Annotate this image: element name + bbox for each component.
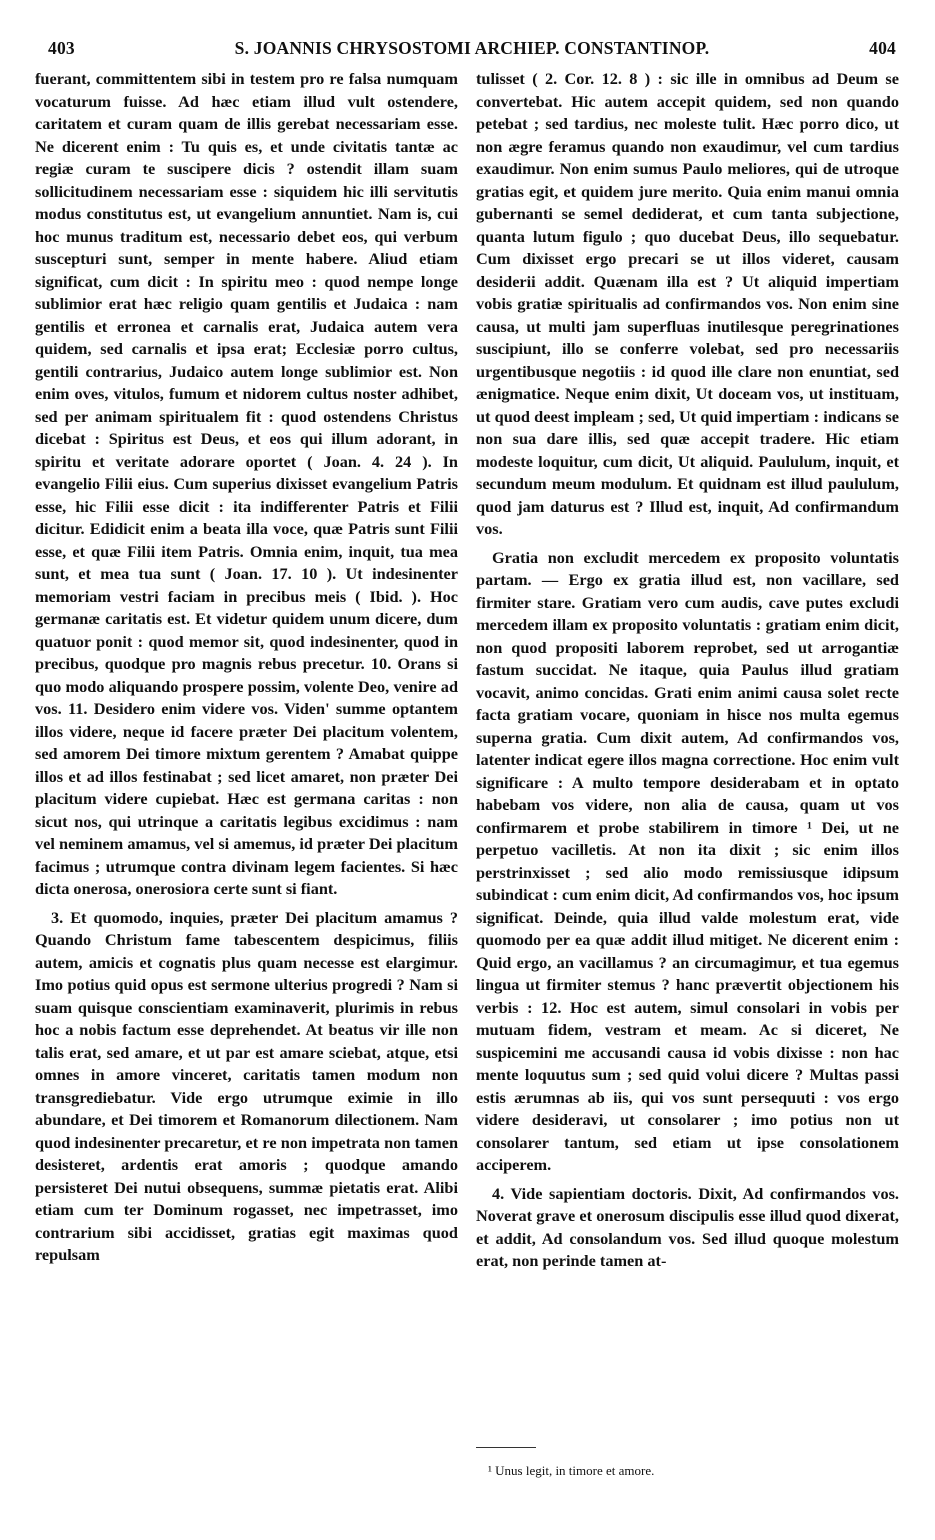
running-title: S. JOANNIS CHRYSOSTOMI ARCHIEP. CONSTANTINOP. [234, 38, 710, 58]
paragraph: fuerant, committentem sibi in testem pro re falsa numquam vocaturum fuisse. Ad hæc etiam illud vult ostendere, caritatem et curam quam de illis gerebat necessariam esse. Ne dicerent enim : Tu quis es, et unde civitatis tantæ ac regiæ curam te suscipere dicis ? ostendit illam suam sollicitudinem necessariam esse : siquidem hic illi servitutis modus constitutus est, ut evangelium annuntiet. Nam is, cui hoc munus traditum est, necessario debet eos, qui verbum suscepturi sunt, semper in mente habere. Aliud etiam significat, cum dicit : In spiritu meo : quod nempe longe sublimior erat hæc religio quam gentilis et Judaica : nam gentilis et erronea et carnalis erat, Judaica autem vera quidem, sed carnalis et ipsa erat; Ecclesiæ porro cultus, gentili contrarius, Judaico autem longe sublimior est. Non enim oves, vitulos, fumum et nidorem cultus noster adhibet, sed per animam spiritualem fit : quod ostendens Christus dicebat : Spiritus est Deus, et eos qui illum adorant, in spiritu et veritate adorare oportet ( Joan. 4. 24 ). In evangelio Filii eius. Cum superius dixisset evangelium Patris esse, hic Filii esse dicit : ita indifferenter Patris et Filii dicitur. Edidicit enim a beata illa voce, quæ Patris sunt Filii esse, et quæ Filii item Patris. Omnia enim, inquit, tua mea sunt, et mea tua sunt ( Joan. 17. 10 ). Ut indesinenter memoriam vestri faciam in precibus meis ( Ibid. ). Hoc germanæ caritatis est. Et videtur quidem unum dicere, dum quatuor ponit : quod memor sit, quod indesinenter, quod in precibus, quodque pro magnis rebus precetur. 10. Orans si quo modo aliquando prospere possim, volente Deo, venire ad vos. 11. Desidero enim videre vos. Viden' summe optantem illos videre, neque id facere præter Dei placitum volentem, sed amorem Dei timore mixtum gerentem ? Amabat quippe illos et ad illos festinabat ; sed licet amaret, non præter Dei placitum videre cupiebat. Hæc est germana caritas : non sicut nos, qui utrinque a caritatis legibus excidimus : nam vel neminem amamus, vel si amemus, id præter Dei placitum facimus ; utrumque contra divinam legem facientes. Si hæc dicta onerosa, onerosiora certe sunt si fiant. [35, 69, 458, 898]
page-number-left: 403 [48, 38, 75, 58]
footnote: ¹ Unus legit, in timore et amore. [488, 1463, 655, 1478]
footnote-divider [476, 1447, 536, 1448]
right-column [476, 68, 899, 1273]
paragraph: Gratia non excludit mercedem ex proposito voluntatis partam. — Ergo ex gratia illud est, non vacillare, sed firmiter stare. Gratiam vero cum audis, cave putes excludi mercedem illam ex proposito voluntatis : gratiam enim dicit, non quod propositi laborem reprobet, sed ut arrogantiæ fastum succidat. Ne itaque, quia Paulus illud gratiam vocavit, animo concidas. Grati enim animi causa solet recte facta gratiam vocare, quoniam in hisce nos multa egemus superna gratia. Cum dixit autem, Ad confirmandos vos, latenter indicat egere illos magna correctione. Hoc enim vult significare : A multo tempore desiderabam et in optato habebam vos videre, non alia de causa, quam ut vos confirmarem et probe stabilirem in timore ¹ Dei, ut ne perpetuo vacilletis. At non ita dixit ; sic enim illos perstrinxisset ; sed alio modo remissiusque idipsum subindicat : cum enim dicit, Ad confirmandos vos, hoc ipsum significat. Deinde, quia illud valde molestum erat, vide quomodo per ea quæ addit illud mitiget. Ne dicerent enim : Quid ergo, an vacillamus ? an circumagimur, et tua egemus lingua ut firmiter stemus ? hanc prævertit objectionem his verbis : 12. Hoc est autem, simul consolari in vobis per mutuam fidem, vestram et meam. Ac si diceret, Ne suspicemini me accusandi causa id vobis dixisse : non hac mente loquutus sum ; sed quid volui dicere ? Multas passi estis ærumnas ab iis, qui vos sunt persequuti : vos ergo videre desideravi, ut consolarer ; imo potius non ut consolarer tantum, sed etiam ut ipse consolationem acciperem. [476, 547, 899, 1174]
running-header [48, 38, 896, 62]
paragraph: 4. Vide sapientiam doctoris. Dixit, Ad confirmandos vos. Noverat grave et onerosum discipulis esse illud quod dixerat, et addit, Ad consolandum vos. Sed illud quoque molestum erat, non perinde tamen at- [476, 1183, 899, 1270]
left-column [35, 68, 458, 1267]
page-number-right: 404 [869, 38, 896, 58]
paragraph: tulisset ( 2. Cor. 12. 8 ) : sic ille in omnibus ad Deum se convertebat. Hic autem accepit quidem, sed non quando petebat ; sed tardius, nec moleste tulit. Hæc porro dico, ut non ægre feramus quando non exaudimur, vel cum tardius exaudimur. Non enim sumus Paulo meliores, qui de utroque gratias egit, et quidem jure merito. Quia enim manui omnia gubernanti se semel dediderat, et cum tanta subjectione, quanta lutum figulo ; quo ducebat Deus, illo sequebatur. Cum dixisset ergo precari se ut illos videret, causam desiderii addit. Quænam illa est ? Ut aliquid impertiam vobis gratiæ spiritualis ad confirmandos vos. Non enim sine causa, ut multi jam superfluas inutilesque peregrinationes suscipiunt, illo se conferre volebat, sed pro necessariis urgentibusque negotiis : id quod ille clare non enuntiat, sed ænigmatice. Neque enim dixit, Ut doceam vos, ut instituam, ut quod deest impleam ; sed, Ut quid impertiam : indicans se non sua dare illis, sed quæ accepit tradere. Hic etiam modeste loquitur, cum dicit, Ut aliquid. Paululum, inquit, et secundum meum modulum. Et quidnam est illud paululum, quod jam daturus est ? Illud est, inquit, Ad confirmandum vos. [476, 69, 899, 538]
paragraph: 3. Et quomodo, inquies, præter Dei placitum amamus ? Quando Christum fame tabescentem despicimus, filiis autem, amicis et cognatis plus quam necesse est elargimur. Imo potius quid opus est sermone ulterius progredi ? Nam si suam quisque conscientiam examinaverit, plurimis in rebus hoc a nobis factum esse deprehendet. At beatus vir ille non talis erat, sed amare, et ut par est amare sciebat, atque, etsi omnes in amore vinceret, caritatis tamen modum non transgrediebatur. Vide ergo utrumque eximie in illo abundare, et Dei timorem et Romanorum dilectionem. Nam quod indesinenter precaretur, et re non impetrata non tamen desisteret, ardentis erat amoris ; quodque amando persisteret Dei nutui obsequens, summæ pietatis erat. Alibi etiam cum ter Dominum rogasset, nec impetrasset, imo contrarium sibi accidisset, gratias egit maximas quod repulsam [35, 907, 458, 1264]
